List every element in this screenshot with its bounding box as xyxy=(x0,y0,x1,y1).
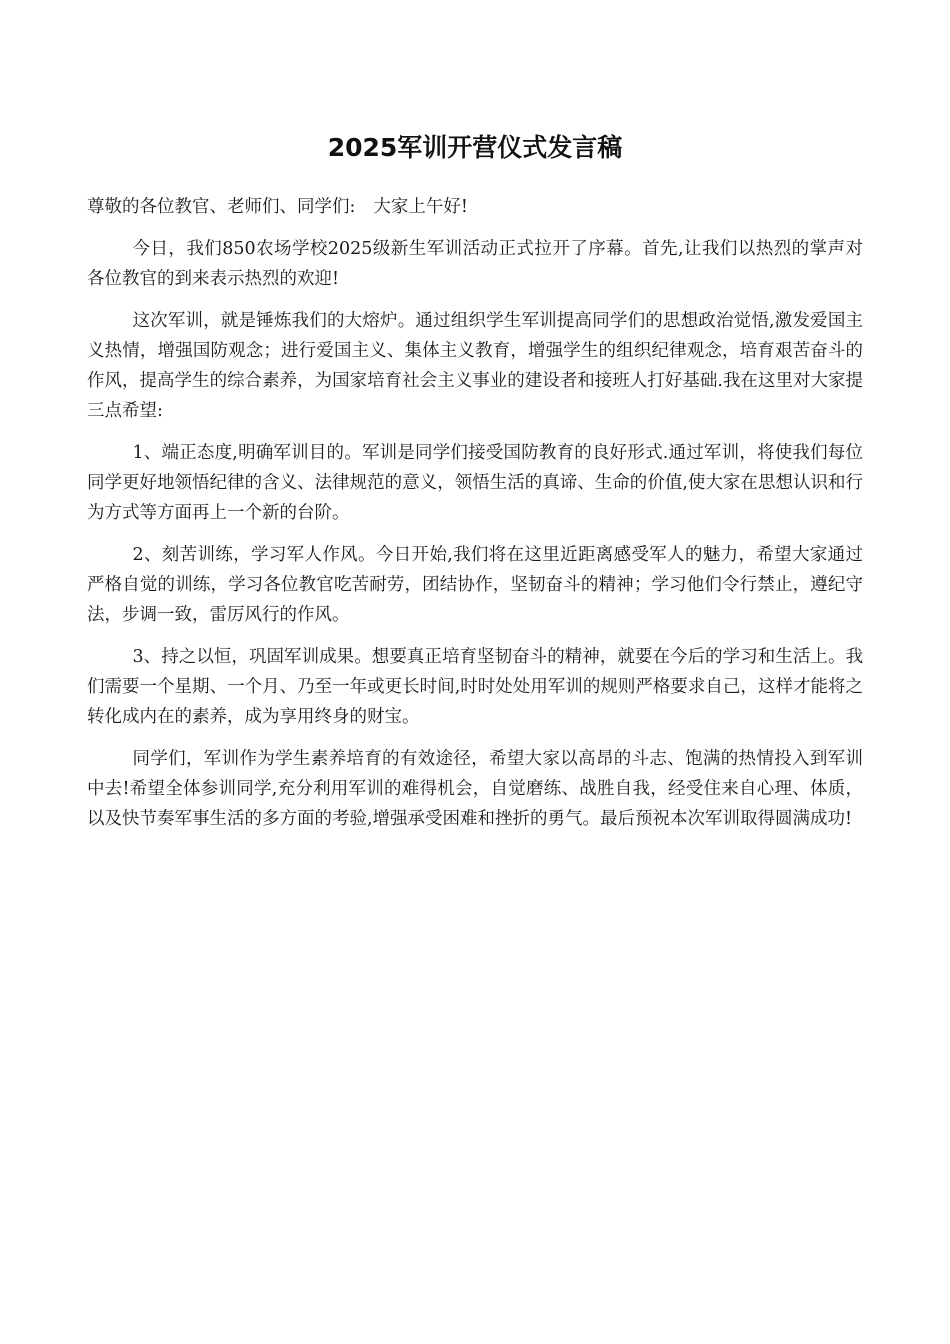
page-title: 2025军训开营仪式发言稿 xyxy=(327,133,623,162)
greeting: 大家上午好! xyxy=(373,197,468,217)
salutation-line xyxy=(87,192,863,222)
paragraph-hope-1: 1、端正态度,明确军训目的。军训是同学们接受国防教育的良好形式.通过军训，将使我们每位同学更好地领悟纪律的含义、法律规范的意义，领悟生活的真谛、生命的价值,使大家在思想认识和行为方式等方面再上一个新的台阶。 xyxy=(87,443,863,523)
document-body xyxy=(87,192,863,846)
paragraph-hope-3: 3、持之以恒，巩固军训成果。想要真正培育坚韧奋斗的精神，就要在今后的学习和生活上。我们需要一个星期、一个月、乃至一年或更长时间,时时处处用军训的规则严格要求自己，这样才能将之转化成内在的素养，成为享用终身的财宝。 xyxy=(87,647,863,727)
salutation: 尊敬的各位教官、老师们、同学们: xyxy=(87,197,356,217)
paragraph-purpose: 这次军训，就是锤炼我们的大熔炉。通过组织学生军训提高同学们的思想政治觉悟,激发爱国主义热情，增强国防观念；进行爱国主义、集体主义教育，增强学生的组织纪律观念，培育艰苦奋斗的作风，提高学生的综合素养，为国家培育社会主义事业的建设者和接班人打好基础.我在这里对大家提三点希望: xyxy=(87,311,863,421)
paragraph-hope-2: 2、刻苦训练，学习军人作风。今日开始,我们将在这里近距离感受军人的魅力，希望大家通过严格自觉的训练，学习各位教官吃苦耐劳，团结协作，坚韧奋斗的精神；学习他们令行禁止，遵纪守法，步调一致，雷厉风行的作风。 xyxy=(87,545,863,625)
paragraph-opening: 今日，我们850农场学校2025级新生军训活动正式拉开了序幕。首先,让我们以热烈的掌声对各位教官的到来表示热烈的欢迎! xyxy=(87,239,863,289)
paragraph-closing: 同学们，军训作为学生素养培育的有效途径，希望大家以高昂的斗志、饱满的热情投入到军训中去!希望全体参训同学,充分利用军训的难得机会，自觉磨练、战胜自我，经受住来自心理、体质，以及快节奏军事生活的多方面的考验,增强承受困难和挫折的勇气。最后预祝本次军训取得圆满成功! xyxy=(87,749,863,829)
